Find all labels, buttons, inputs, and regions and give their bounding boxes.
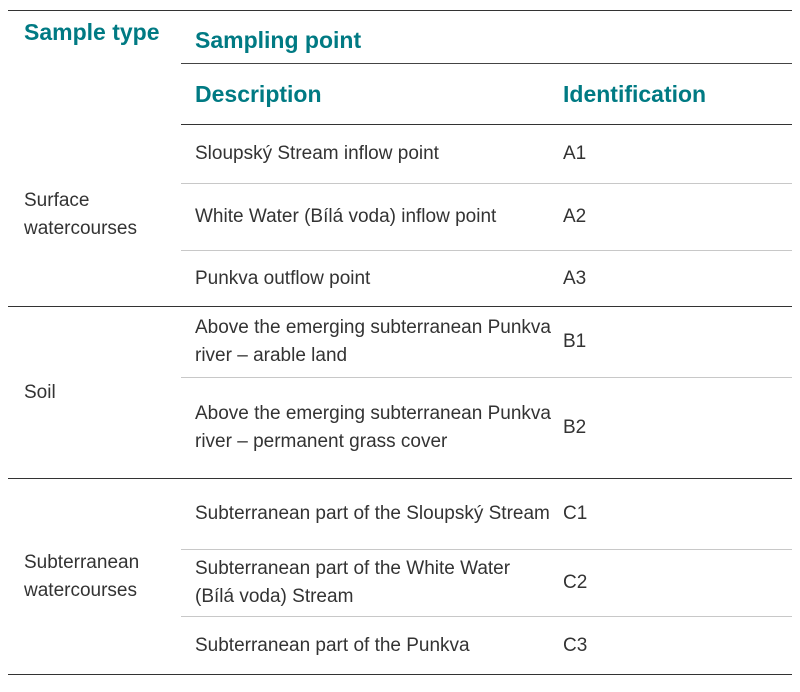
table-row [8,125,792,184]
sampling-points-table [8,10,792,675]
identification-cell: C1 [560,479,792,550]
description-cell: Subterranean part of the Punkva [181,617,560,675]
table-body [8,125,792,675]
table-row [8,307,792,378]
description-cell: Above the emerging subterranean Punkva river – arable land [181,307,560,378]
table-row [8,479,792,550]
description-cell: Sloupský Stream inflow point [181,125,560,184]
header-sample-type: Sample type [8,11,181,125]
sample-type-cell: Subterranean watercourses [8,479,181,675]
header-row-top [8,11,792,64]
identification-cell: A3 [560,251,792,307]
description-cell: White Water (Bílá voda) inflow point [181,184,560,251]
description-cell: Subterranean part of the White Water (Bílá voda) Stream [181,550,560,617]
header-description: Description [181,64,560,125]
identification-cell: A1 [560,125,792,184]
sample-type-cell: Soil [8,307,181,479]
identification-cell: B2 [560,378,792,479]
identification-cell: B1 [560,307,792,378]
identification-cell: C2 [560,550,792,617]
header-identification: Identification [560,64,792,125]
sample-type-cell: Surface watercourses [8,125,181,307]
description-cell: Above the emerging subterranean Punkva river – permanent grass cover [181,378,560,479]
description-cell: Punkva outflow point [181,251,560,307]
description-cell: Subterranean part of the Sloupský Stream [181,479,560,550]
table-header [8,11,792,125]
header-sampling-point: Sampling point [181,11,792,64]
identification-cell: A2 [560,184,792,251]
identification-cell: C3 [560,617,792,675]
